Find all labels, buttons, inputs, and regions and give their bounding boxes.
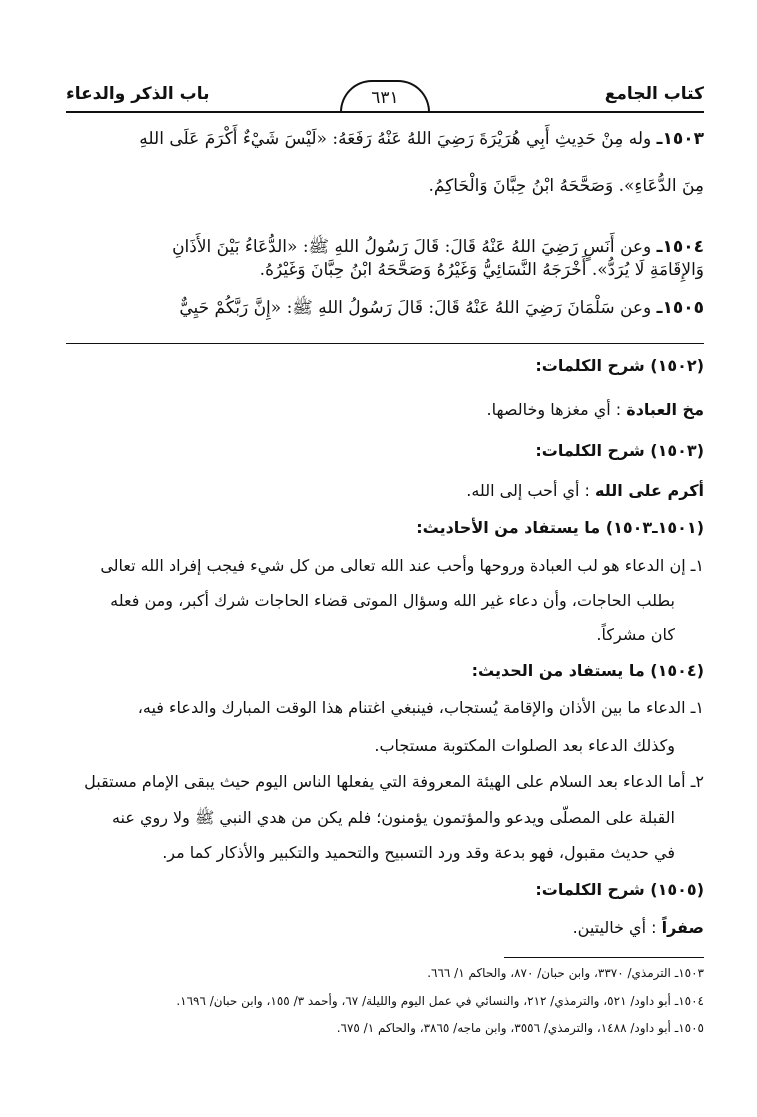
chapter-title: باب الذكر والدعاء xyxy=(66,84,210,104)
benefit-1-line-1: ١ـ إن الدعاء هو لب العبادة وروحها وأحب عند الله تعالى من كل شيء فيجب إفراد الله تعالى xyxy=(100,556,704,575)
definition-1505 xyxy=(50,920,704,936)
benefit-1-line-2: بطلب الحاجات، وأن دعاء غير الله وسؤال الموتى قضاء الحاجات شرك أكبر، ومن فعله xyxy=(110,591,675,610)
heading-1501-1503-benefits: (١٥٠١ـ١٥٠٣) ما يستفاد من الأحاديث: xyxy=(416,518,704,537)
section-separator xyxy=(66,343,704,344)
heading-1504-benefits: (١٥٠٤) ما يستفاد من الحديث: xyxy=(471,661,704,680)
benefit-2-2-line-1: ٢ـ أما الدعاء بعد السلام على الهيئة المعروفة التي يفعلها الناس اليوم حيث يبقى الإمام مستقبل xyxy=(84,772,704,791)
hadith-text: وعن سَلْمَانَ رَضِيَ اللهُ عَنْهُ قَالَ: قَالَ رَسُولُ اللهِ ﷺ: «إِنَّ رَبَّكُمْ حَيِيٌّ xyxy=(179,298,657,318)
benefit-2-1-line-1: ١ـ الدعاء ما بين الأذان والإقامة يُستجاب، فينبغي اغتنام هذا الوقت المبارك والدعاء فيه، xyxy=(137,698,704,717)
hadith-text: وعن أَنَسٍ رَضِيَ اللهُ عَنْهُ قَالَ: قَالَ رَسُولُ اللهِ ﷺ: «الدُّعَاءُ بَيْنَ الأَذَانِ xyxy=(172,237,657,257)
footnote-1503: ١٥٠٣ـ الترمذي/ ٣٣٧٠، وابن حبان/ ٨٧٠، والحاكم ١/ ٦٦٦. xyxy=(427,966,704,980)
definition-1502 xyxy=(50,402,704,418)
term: مخ العبادة xyxy=(626,400,704,419)
hadith-number: ١٥٠٤ـ xyxy=(656,237,704,257)
page-header xyxy=(66,84,704,118)
hadith-1504-line-1 xyxy=(50,239,704,256)
heading-1502-vocabulary: (١٥٠٢) شرح الكلمات: xyxy=(535,356,704,375)
hadith-text: وله مِنْ حَدِيثِ أَبِي هُرَيْرَةَ رَضِيَ اللهُ عَنْهُ رَفَعَهُ: «لَيْسَ شَيْءٌ أَكْرَمَ عَلَى اللهِ xyxy=(139,129,657,149)
hadith-1503-line-1 xyxy=(50,131,704,148)
header-rule xyxy=(66,111,704,113)
footnote-1505: ١٥٠٥ـ أبو داود/ ١٤٨٨، والترمذي/ ٣٥٥٦، وابن ماجه/ ٣٨٦٥، والحاكم ١/ ٦٧٥. xyxy=(336,1021,704,1035)
hadith-1505-line-1 xyxy=(50,300,704,317)
term-definition: : أي مغزها وخالصها. xyxy=(486,400,622,419)
benefit-2-2-line-3: في حديث مقبول، فهو بدعة وقد ورد التسبيح والتحميد والتكبير والأذكار كما مر. xyxy=(162,843,675,862)
definition-1503 xyxy=(50,483,704,499)
footnote-rule xyxy=(504,957,704,958)
term-definition: : أي خاليتين. xyxy=(572,918,657,937)
heading-1505-vocabulary: (١٥٠٥) شرح الكلمات: xyxy=(535,880,704,899)
benefit-2-2-line-2: القبلة على المصلّى ويدعو والمؤتمون يؤمنون؛ فلم يكن من هدي النبي ﷺ ولا روي عنه xyxy=(111,808,675,827)
benefit-2-1-line-2: وكذلك الدعاء بعد الصلوات المكتوبة مستجاب. xyxy=(374,736,675,755)
page-number: ٦٣١ xyxy=(340,80,430,112)
hadith-number: ١٥٠٥ـ xyxy=(656,298,704,318)
heading-1503-vocabulary: (١٥٠٣) شرح الكلمات: xyxy=(535,441,704,460)
term: أكرم على الله xyxy=(595,481,704,500)
term: صفراً xyxy=(661,918,704,937)
hadith-1503-line-2: مِنَ الدُّعَاءِ». وَصَحَّحَهُ ابْنُ حِبَّانَ وَالْحَاكِمُ. xyxy=(428,176,704,196)
hadith-1504-line-2: وَالإِقَامَةِ لَا يُرَدُّ». أَخْرَجَهُ النَّسَائِيُّ وَغَيْرُهُ وَصَحَّحَهُ ابْنُ حِبَّانَ وَغَيْرُهُ. xyxy=(259,260,704,280)
book-title: كتاب الجامع xyxy=(604,84,704,104)
footnote-1504: ١٥٠٤ـ أبو داود/ ٥٢١، والترمذي/ ٢١٢، والنسائي في عمل اليوم والليلة/ ٦٧، وأحمد ٣/ ١٥٥، وابن حبان/ ١٦٩٦. xyxy=(176,994,704,1008)
benefit-1-line-3: كان مشركاً. xyxy=(596,625,675,644)
hadith-number: ١٥٠٣ـ xyxy=(656,129,704,149)
term-definition: : أي أحب إلى الله. xyxy=(466,481,590,500)
